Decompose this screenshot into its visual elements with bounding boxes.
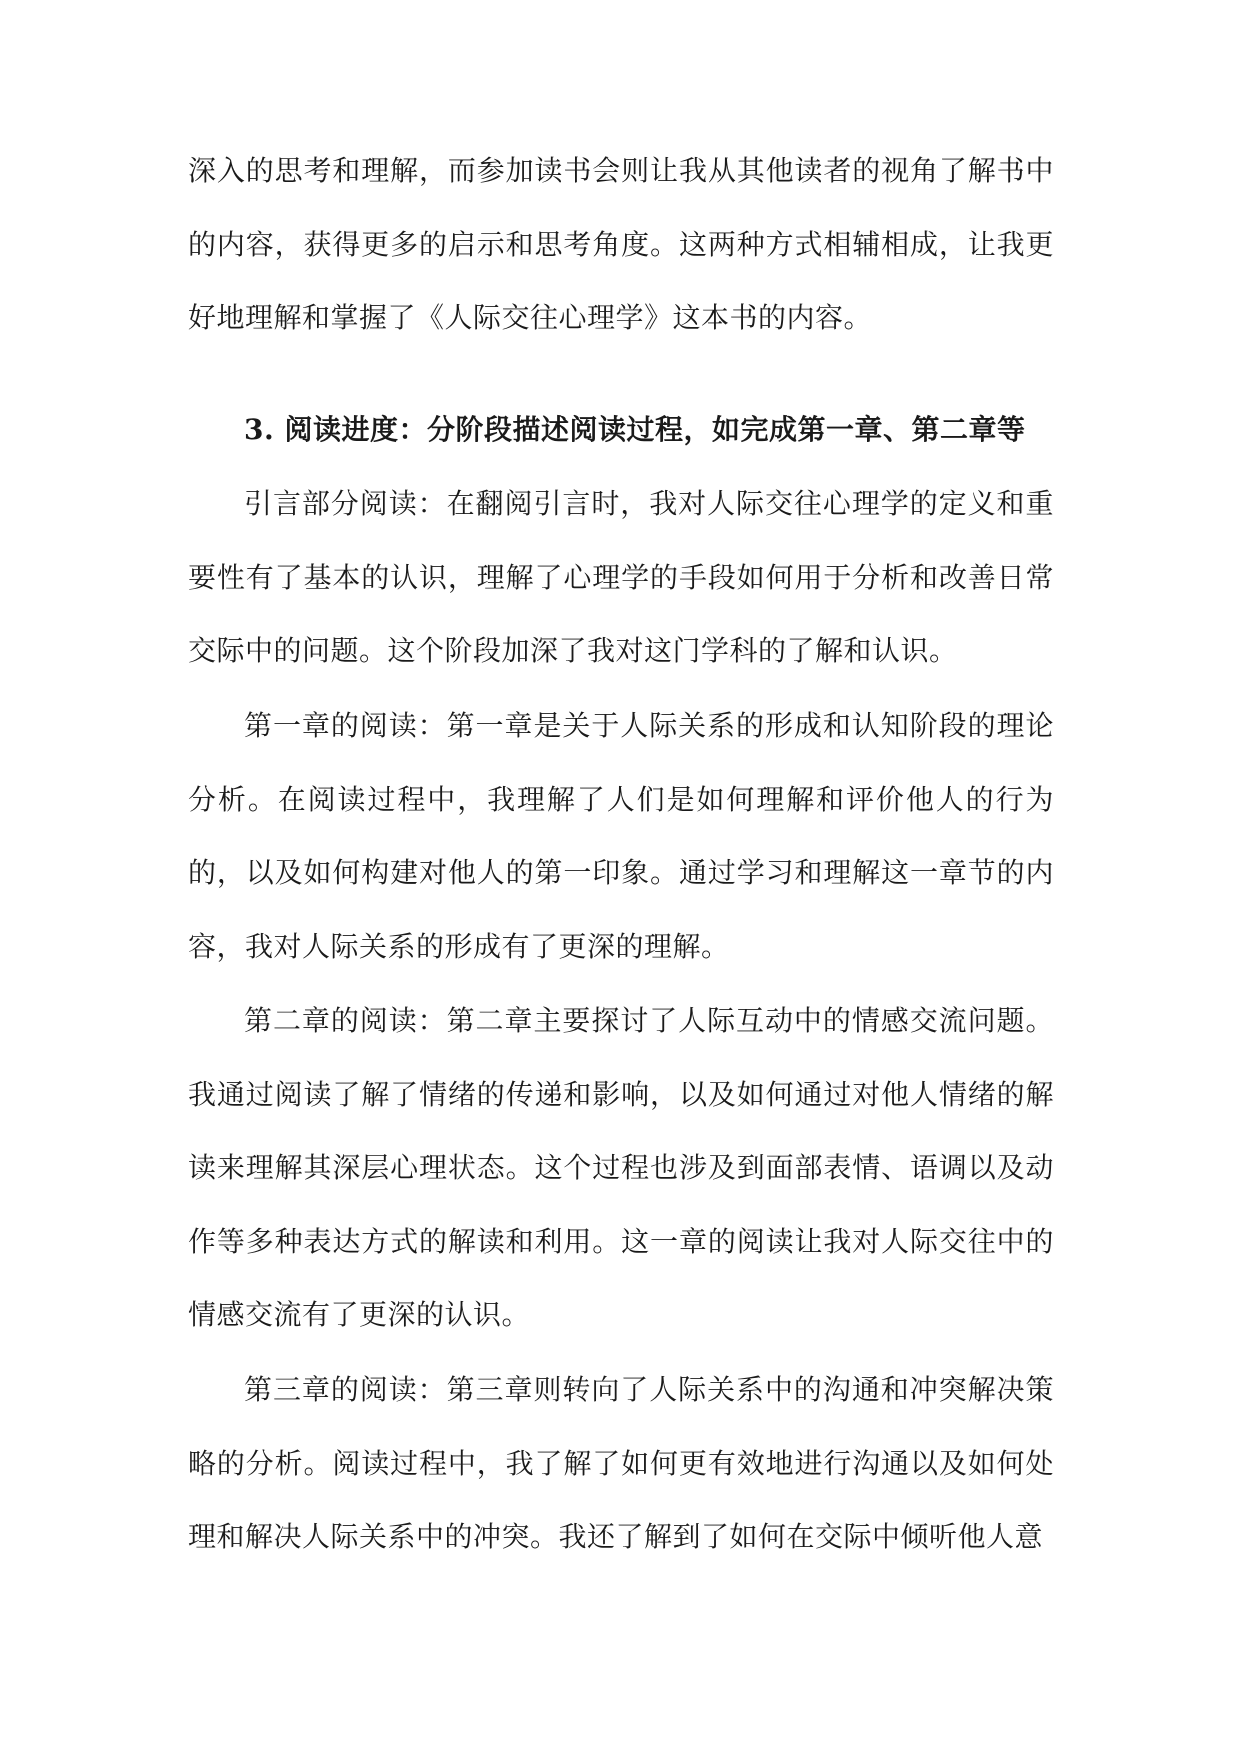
intro-paragraph: 引言部分阅读：在翻阅引言时，我对人际交往心理学的定义和重要性有了基本的认识，理解了心理学的手段如何用于分析和改善日常交际中的问题。这个阶段加深了我对这门学科的了解和认识。: [188, 487, 1054, 668]
chapter3-paragraph: 第三章的阅读：第三章则转向了人际关系中的沟通和冲突解决策略的分析。阅读过程中，我了解了如何更有效地进行沟通以及如何处理和解决人际关系中的冲突。我还了解到了如何在交际中倾听他人意: [188, 1373, 1054, 1554]
chapter2-paragraph: 第二章的阅读：第二章主要探讨了人际互动中的情感交流问题。我通过阅读了解了情绪的传递和影响，以及如何通过对他人情绪的解读来理解其深层心理状态。这个过程也涉及到面部表情、语调以及动作等多种表达方式的解读和利用。这一章的阅读让我对人际交往中的情感交流有了更深的认识。: [188, 1004, 1054, 1332]
chapter1-paragraph: 第一章的阅读：第一章是关于人际关系的形成和认知阶段的理论分析。在阅读过程中，我理解了人们是如何理解和评价他人的行为的，以及如何构建对他人的第一印象。通过学习和理解这一章节的内容，我对人际关系的形成有了更深的理解。: [188, 709, 1054, 963]
continuation-paragraph: 深入的思考和理解，而参加读书会则让我从其他读者的视角了解书中的内容，获得更多的启示和思考角度。这两种方式相辅相成，让我更好地理解和掌握了《人际交往心理学》这本书的内容。: [188, 154, 1054, 335]
chapter2-paragraph-block: [188, 984, 1054, 1352]
chapter3-paragraph-block: [188, 1353, 1054, 1574]
section-heading: 3. 阅读进度：分阶段描述阅读过程，如完成第一章、第二章等: [244, 413, 1026, 446]
intro-paragraph-block: [188, 467, 1054, 688]
continuation-paragraph-block: [188, 134, 1054, 355]
section-heading-block: [188, 393, 1054, 467]
chapter1-paragraph-block: [188, 689, 1054, 983]
